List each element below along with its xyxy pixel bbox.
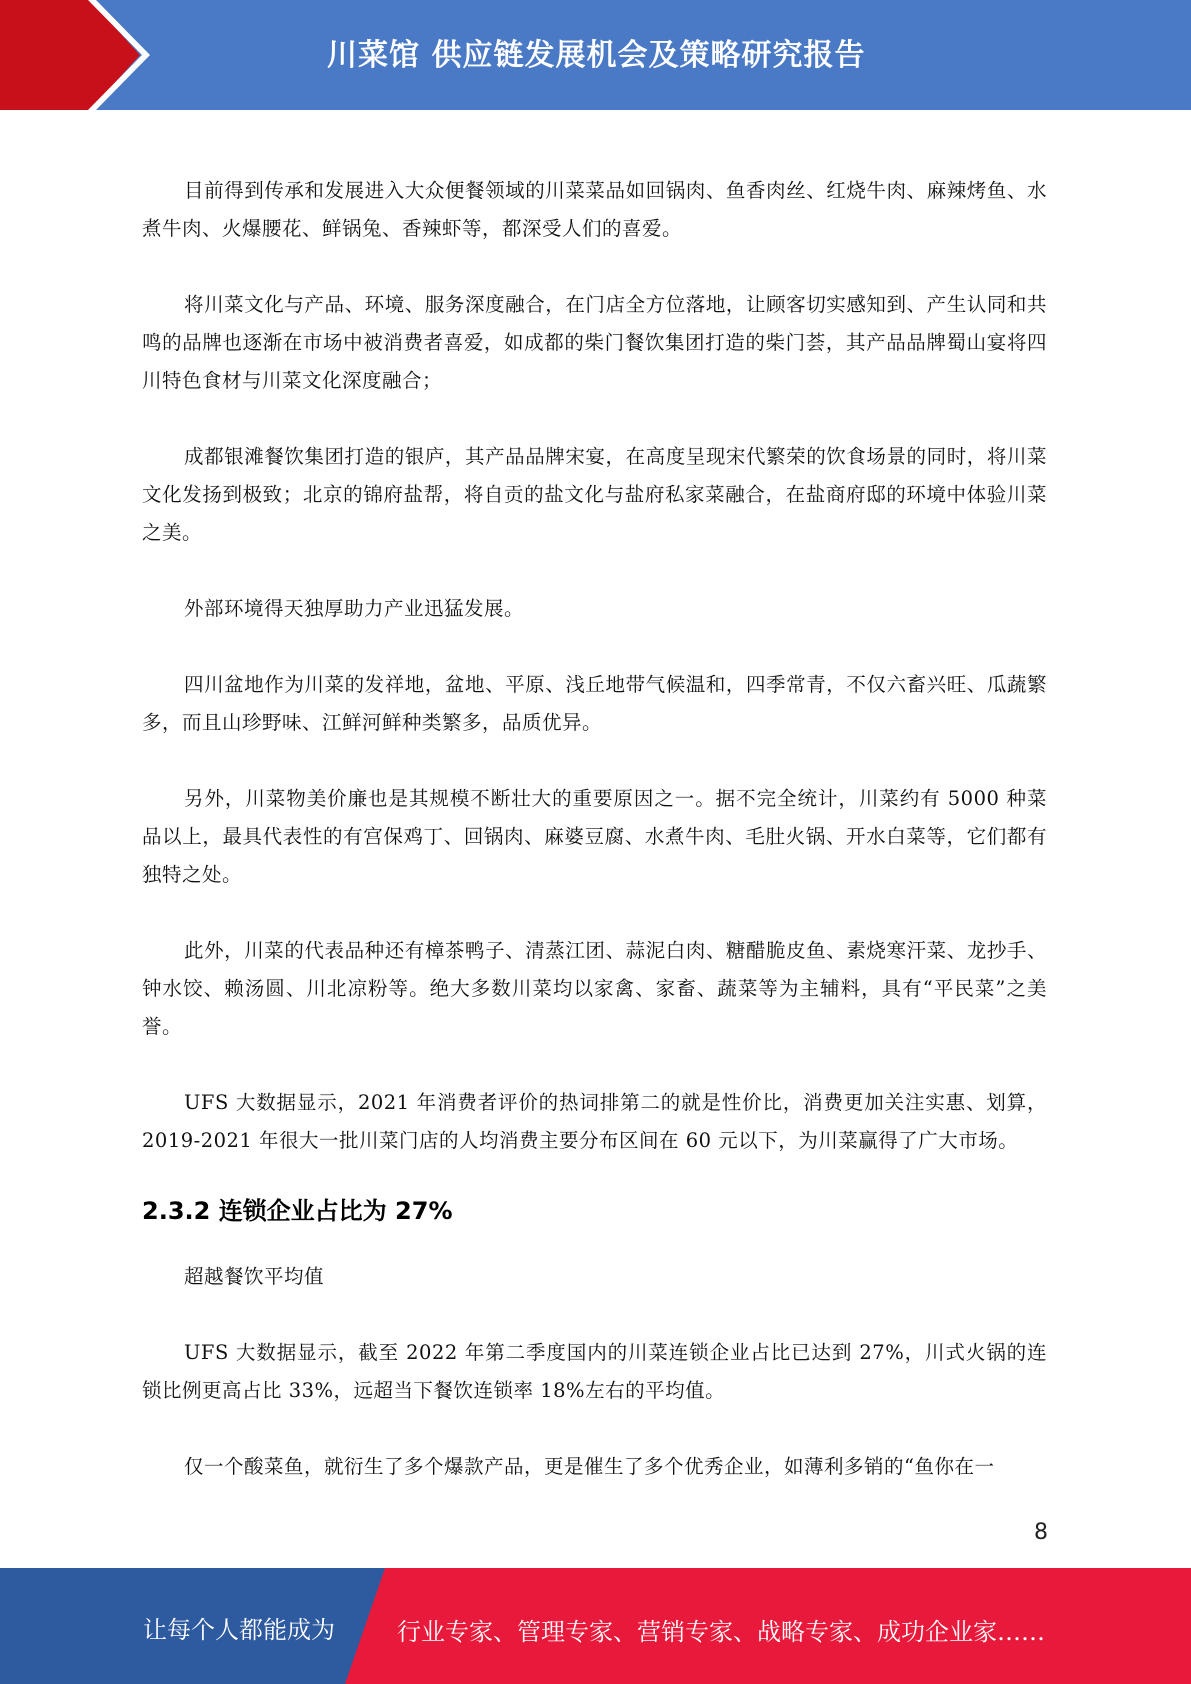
header-title: 川菜馆 供应链发展机会及策略研究报告 xyxy=(327,38,866,73)
paragraph: 超越餐饮平均值 xyxy=(184,1265,325,1288)
paragraph: 外部环境得天独厚助力产业迅猛发展。 xyxy=(184,597,525,620)
page-number: 8 xyxy=(1034,1520,1048,1545)
page-footer xyxy=(0,1568,1191,1684)
section-heading: 2.3.2 连锁企业占比为 27% xyxy=(142,1197,453,1225)
paragraph: 四川盆地作为川菜的发祥地，盆地、平原、浅丘地带气候温和，四季常青，不仅六畜兴旺、瓜蔬繁多，而且山珍野味、江鲜河鲜种类繁多，品质优异。 xyxy=(142,673,1047,734)
header-red-arrow-shape xyxy=(0,0,150,110)
paragraph: UFS 大数据显示，截至 2022 年第二季度国内的川菜连锁企业占比已达到 27%，川式火锅的连锁比例更高占比 33%，远超当下餐饮连锁率 18%左右的平均值。 xyxy=(142,1341,1047,1402)
document-body xyxy=(142,172,1047,1524)
footer-slogan-right: 行业专家、管理专家、营销专家、战略专家、成功企业家…… xyxy=(397,1618,1045,1646)
footer-slogan-left: 让每个人都能成为 xyxy=(143,1616,335,1644)
paragraph: 仅一个酸菜鱼，就衍生了多个爆款产品，更是催生了多个优秀企业，如薄利多销的“鱼你在一 xyxy=(184,1455,995,1478)
paragraph: 目前得到传承和发展进入大众便餐领域的川菜菜品如回锅肉、鱼香肉丝、红烧牛肉、麻辣烤鱼、水煮牛肉、火爆腰花、鲜锅兔、香辣虾等，都深受人们的喜爱。 xyxy=(142,179,1047,240)
paragraph: 成都银滩餐饮集团打造的银庐，其产品品牌宋宴，在高度呈现宋代繁荣的饮食场景的同时，将川菜文化发扬到极致；北京的锦府盐帮，将自贡的盐文化与盐府私家菜融合，在盐商府邸的环境中体验川菜之美。 xyxy=(142,445,1047,544)
paragraph: 此外，川菜的代表品种还有樟茶鸭子、清蒸江团、蒜泥白肉、糖醋脆皮鱼、素烧寒汗菜、龙抄手、钟水饺、赖汤圆、川北凉粉等。绝大多数川菜均以家禽、家畜、蔬菜等为主辅料，具有“平民菜”之美誉。 xyxy=(142,939,1047,1038)
paragraph: 将川菜文化与产品、环境、服务深度融合，在门店全方位落地，让顾客切实感知到、产生认同和共鸣的品牌也逐渐在市场中被消费者喜爱，如成都的柴门餐饮集团打造的柴门荟，其产品品牌蜀山宴将四川特色食材与川菜文化深度融合； xyxy=(142,293,1047,392)
paragraph: UFS 大数据显示，2021 年消费者评价的热词排第二的就是性价比，消费更加关注实惠、划算，2019-2021 年很大一批川菜门店的人均消费主要分布区间在 60 元以下，为川菜赢得了广大市场。 xyxy=(142,1091,1047,1152)
paragraph: 另外，川菜物美价廉也是其规模不断壮大的重要原因之一。据不完全统计，川菜约有 5000 种菜品以上，最具代表性的有宫保鸡丁、回锅肉、麻婆豆腐、水煮牛肉、毛肚火锅、开水白菜等，它们都有独特之处。 xyxy=(142,787,1047,886)
page-header xyxy=(0,0,1191,110)
